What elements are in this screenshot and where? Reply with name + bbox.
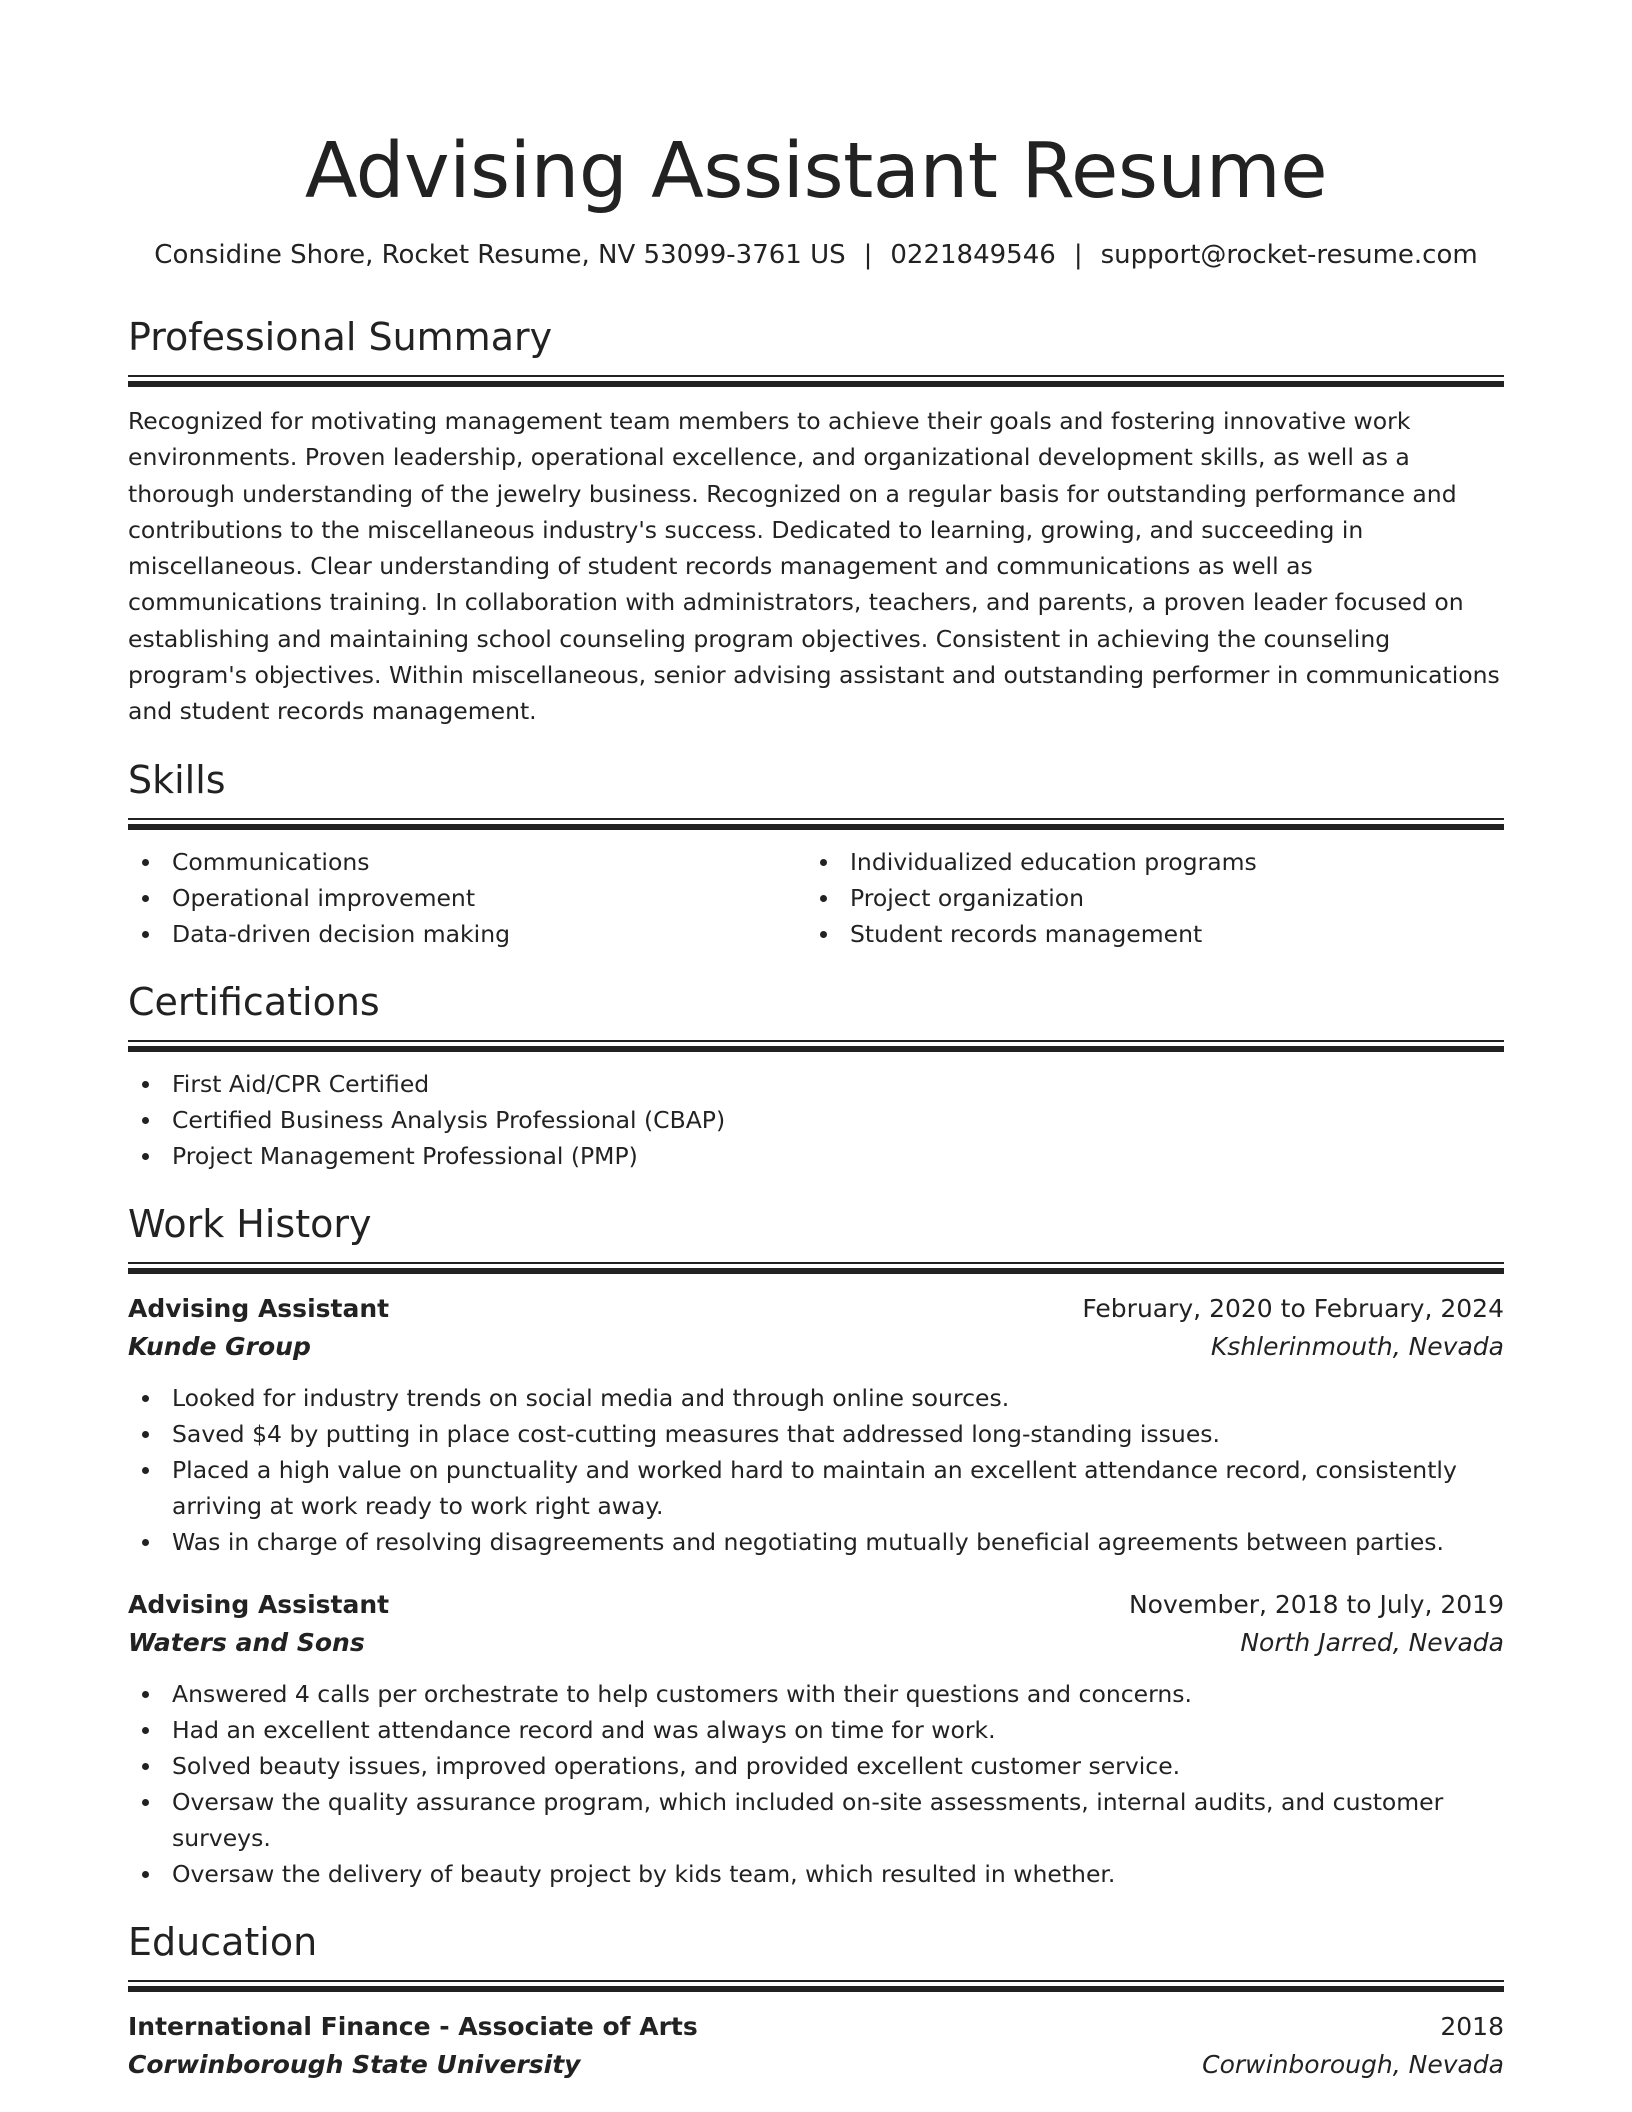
job-entry [128,1586,1504,1892]
skills-list-right [806,844,1484,952]
summary-section [128,313,1504,730]
section-divider [128,818,1504,830]
section-heading-education: Education [128,1919,318,1964]
section-divider [128,375,1504,387]
contact-line [128,235,1504,275]
job-location: Kshlerinmouth, Nevada [1210,1331,1504,1361]
job-bullet: Had an excellent attendance record and was always on time for work. [128,1712,1504,1748]
education-location: Corwinborough, Nevada [1202,2049,1504,2079]
certification-item: Certified Business Analysis Professional (CBAP) [128,1102,1504,1138]
education-year: 2018 [1440,2011,1504,2041]
section-heading-summary: Professional Summary [128,315,553,359]
job-bullet: Placed a high value on punctuality and worked hard to maintain an excellent attendance record, consistently arriving at work ready to work right away. [128,1452,1504,1524]
job-entry [128,1290,1504,1560]
summary-text: Recognized for motivating management team members to achieve their goals and fostering innovative work environments. Proven leadership, operational excellence, and organizational development skills, as well as a thorough understanding of the jewelry business. Recognized on a regular basis for outstanding performance and contributions to the miscellaneous industry's success. Dedicated to learning, growing, and succeeding in miscellaneous. Clear understanding of student records management and communications as well as communications training. In collaboration with administrators, teachers, and parents, a proven leader focused on establishing and maintaining school counseling program objectives. Consistent in achieving the counseling program's objectives. Within miscellaneous, senior advising assistant and outstanding performer in communications and student records management. [128,407,1500,726]
job-bullet: Oversaw the quality assurance program, which included on-site assessments, internal audits, and customer surveys. [128,1784,1504,1856]
job-bullets [128,1380,1504,1560]
job-title: Advising Assistant [128,1293,390,1323]
job-subheader-row [128,1328,1504,1366]
section-heading-certifications: Certifications [128,979,380,1024]
job-title: Advising Assistant [128,1589,390,1619]
contact-phone: 0221849546 [890,240,1056,270]
section-divider [128,1980,1504,1992]
skills-section [128,756,1504,952]
skill-item: Project organization [806,880,1484,916]
job-header-row [128,1586,1504,1624]
job-dates: November, 2018 to July, 2019 [1128,1589,1504,1619]
section-divider [128,1040,1504,1052]
job-dates: February, 2020 to February, 2024 [1082,1293,1504,1323]
work-history-section [128,1200,1504,1892]
education-entry [128,2008,1504,2084]
education-subheader-row [128,2046,1504,2084]
job-bullets [128,1676,1504,1892]
job-bullet: Saved $4 by putting in place cost-cutting measures that addressed long-standing issues. [128,1416,1504,1452]
certification-item: Project Management Professional (PMP) [128,1138,1504,1174]
job-bullet: Was in charge of resolving disagreements and negotiating mutually beneficial agreements between parties. [128,1524,1504,1560]
contact-address: Considine Shore, Rocket Resume, NV 53099-3761 US [154,240,846,270]
certification-item: First Aid/CPR Certified [128,1066,1504,1102]
resume-title: Advising Assistant Resume [304,127,1328,216]
job-company: Kunde Group [128,1331,311,1361]
certifications-list [128,1066,1504,1174]
skills-grid [128,844,1504,952]
job-bullet: Answered 4 calls per orchestrate to help customers with their questions and concerns. [128,1676,1504,1712]
job-header-row [128,1290,1504,1328]
job-bullet: Oversaw the delivery of beauty project by kids team, which resulted in whether. [128,1856,1504,1892]
contact-separator: | [863,240,873,270]
job-company: Waters and Sons [128,1627,365,1657]
contact-email: support@rocket-resume.com [1100,240,1478,270]
education-header-row [128,2008,1504,2046]
job-subheader-row [128,1624,1504,1662]
education-section [128,1918,1504,2084]
education-degree: International Finance - Associate of Arts [128,2011,698,2041]
skill-item: Operational improvement [128,880,806,916]
section-heading-work-history: Work History [128,1201,372,1246]
resume-page [128,0,1504,2084]
job-location: North Jarred, Nevada [1240,1627,1504,1657]
skill-item: Communications [128,844,806,880]
skill-item: Data-driven decision making [128,916,806,952]
job-bullet: Solved beauty issues, improved operations, and provided excellent customer service. [128,1748,1504,1784]
job-bullet: Looked for industry trends on social media and through online sources. [128,1380,1504,1416]
section-divider [128,1262,1504,1274]
contact-separator: | [1073,240,1083,270]
education-school: Corwinborough State University [128,2049,581,2079]
section-heading-skills: Skills [128,757,226,802]
certifications-section [128,978,1504,1174]
skill-item: Individualized education programs [806,844,1484,880]
skills-list-left [128,844,806,952]
skill-item: Student records management [806,916,1484,952]
